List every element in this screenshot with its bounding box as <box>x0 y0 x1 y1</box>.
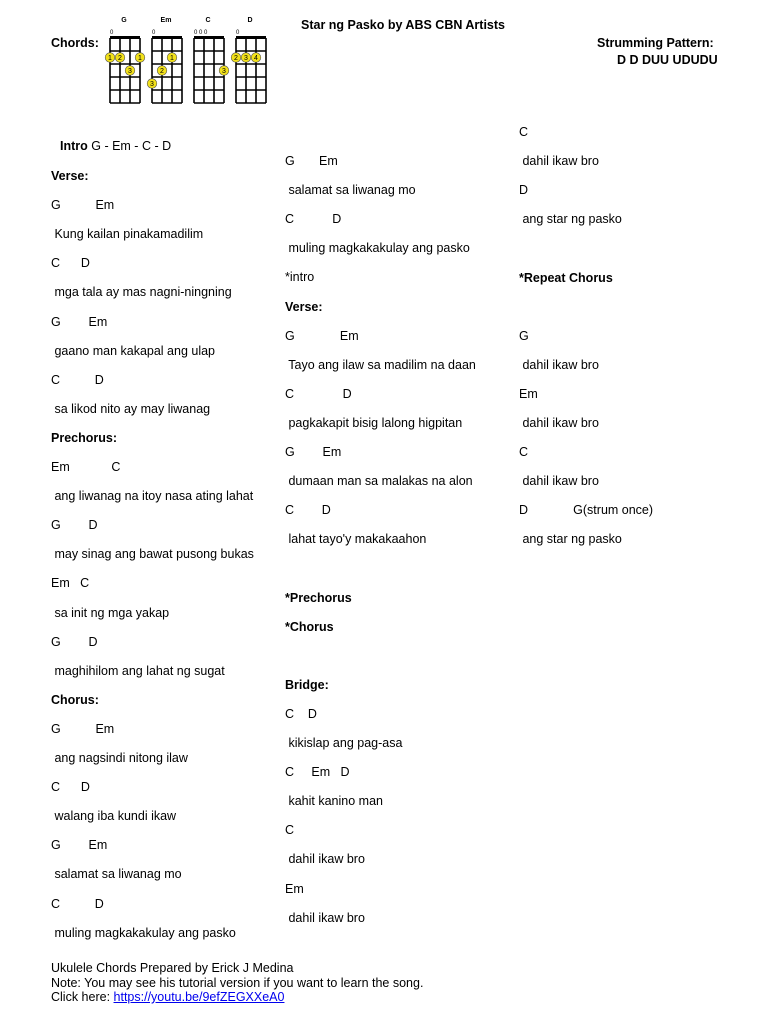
fretboard <box>151 18 183 104</box>
chords-label: Chords: <box>51 36 99 50</box>
chord-line: G <box>519 328 529 343</box>
lyric-line: sa init ng mga yakap <box>51 605 170 620</box>
nut <box>110 36 140 39</box>
footer-credit: Ukulele Chords Prepared by Erick J Medina <box>51 961 294 975</box>
chord-line: C D <box>51 780 90 795</box>
chord-line: C <box>519 445 529 460</box>
finger-number: 2 <box>118 55 122 62</box>
open-string-marker: 0 <box>152 30 156 36</box>
chord-line: G Em <box>285 154 338 168</box>
lyric-line: dahil ikaw bro <box>519 474 599 489</box>
finger-number: 2 <box>160 68 164 75</box>
finger-number: 1 <box>170 55 174 62</box>
chord-line: G Em <box>51 721 115 736</box>
lyric-line: salamat sa liwanag mo <box>51 867 182 882</box>
chord-line: G D <box>51 634 98 649</box>
lyric-line: dahil ikaw bro <box>519 357 599 372</box>
lyric-line: ang liwanag na itoy nasa ating lahat <box>51 489 254 504</box>
section-heading: Chorus: <box>51 692 99 707</box>
finger-number: 1 <box>108 55 112 62</box>
nut <box>152 36 182 39</box>
lyric-line: ang star ng pasko <box>519 532 622 547</box>
open-string-marker: 0 <box>236 30 240 36</box>
chord-line: C <box>285 823 295 838</box>
fretboard <box>193 18 225 104</box>
finger-number: 3 <box>128 68 132 75</box>
lyric-line: may sinag ang bawat pusong bukas <box>51 547 254 562</box>
footer-link-prefix: Click here: <box>51 990 114 1004</box>
finger-number: 1 <box>138 55 142 62</box>
lyric-line: dahil ikaw bro <box>285 852 365 867</box>
lyric-line: kikislap ang pag-asa <box>285 736 403 750</box>
chord-name: Em <box>160 17 172 24</box>
section-heading: *Repeat Chorus <box>519 270 613 285</box>
open-string-marker: 0 <box>110 30 114 36</box>
chord-line: Em C <box>51 460 121 474</box>
lyric-line: gaano man kakapal ang ulap <box>51 343 216 358</box>
lyric-line: dahil ikaw bro <box>519 416 599 430</box>
song-title: Star ng Pasko by ABS CBN Artists <box>301 18 505 32</box>
finger-number: 2 <box>234 55 238 62</box>
chord-name: D <box>247 17 253 24</box>
lyric-line: D G(strum once) <box>519 503 654 518</box>
chord-line: *intro <box>285 270 315 285</box>
finger-number: 4 <box>254 55 258 62</box>
footer-note: Note: You may see his tutorial version if you want to learn the song. <box>51 975 424 990</box>
nut <box>236 36 266 39</box>
lyric-line: muling magkakakulay ang pasko <box>285 241 470 256</box>
lyric-line: walang iba kundi ikaw <box>51 809 177 824</box>
chord-line: D <box>519 183 529 198</box>
chord-name: C <box>205 17 211 24</box>
chord-line: C Em D <box>285 765 350 780</box>
strumming-pattern: D D DUU UDUDU <box>617 53 718 67</box>
chord-line: C D <box>285 503 331 518</box>
chord-name: G <box>121 17 127 24</box>
section-heading: Prechorus: <box>51 430 117 445</box>
chord-line: C <box>519 125 529 139</box>
chord-line: G Em <box>285 328 359 343</box>
lyric-line: Tayo ang ilaw sa madilim na daan <box>285 357 476 372</box>
section-heading: Bridge: <box>285 677 329 692</box>
fretboard <box>109 18 141 104</box>
chord-line: C D <box>285 706 317 721</box>
chord-line: Em <box>285 881 304 896</box>
intro-line <box>60 139 171 153</box>
tutorial-link[interactable]: https://youtu.be/9efZEGXXeA0 <box>113 990 285 1004</box>
chord-line: G Em <box>51 838 108 853</box>
lyric-line: muling magkakakulay ang pasko <box>51 925 236 940</box>
lyric-line: kahit kanino man <box>285 794 383 809</box>
chord-diagram-em <box>151 18 183 104</box>
footer <box>51 961 423 1005</box>
section-heading: *Chorus <box>285 619 334 634</box>
chord-line: C D <box>51 256 90 271</box>
chord-line: Em <box>519 386 538 401</box>
section-heading: *Prechorus <box>285 590 352 605</box>
nut <box>194 36 224 39</box>
strumming-label: Strumming Pattern: <box>597 36 714 50</box>
chord-line: C D <box>285 212 342 227</box>
finger-number: 3 <box>222 68 226 75</box>
chord-line: G Em <box>51 198 115 213</box>
lyric-line: maghihilom ang lahat ng sugat <box>51 663 225 678</box>
chord-diagram-g <box>109 18 141 104</box>
lyric-line: dumaan man sa malakas na alon <box>285 474 473 489</box>
lyric-line: mga tala ay mas nagni-ningning <box>51 285 232 300</box>
lyric-line: lahat tayo'y makakaahon <box>285 532 427 547</box>
lyric-line: dahil ikaw bro <box>519 154 599 169</box>
chord-line: G D <box>51 518 98 533</box>
fretboard <box>235 18 267 104</box>
section-heading: Verse: <box>51 169 89 183</box>
chord-line: C D <box>51 372 104 387</box>
chord-line: Em C <box>51 576 90 591</box>
chord-line: G Em <box>285 445 342 459</box>
chord-line: G Em <box>51 314 108 329</box>
lyric-line: ang nagsindi nitong ilaw <box>51 751 188 765</box>
section-heading: Verse: <box>285 299 323 314</box>
lyric-line: dahil ikaw bro <box>285 910 365 925</box>
chord-line: C D <box>285 386 352 401</box>
footer-link-line <box>51 990 423 1005</box>
intro-chords: G - Em - C - D <box>87 139 172 153</box>
lyric-line: Kung kailan pinakamadilim <box>51 227 204 242</box>
chord-diagram-c <box>193 18 225 104</box>
lyric-line: pagkakapit bisig lalong higpitan <box>285 415 463 430</box>
lyric-line: ang star ng pasko <box>519 212 622 227</box>
intro-label: Intro <box>60 139 88 153</box>
open-string-marker: 0 0 0 <box>194 30 208 36</box>
chord-line: C D <box>51 896 104 911</box>
chord-diagram-d <box>235 18 267 104</box>
lyric-line: sa likod nito ay may liwanag <box>51 401 211 416</box>
lyric-line: salamat sa liwanag mo <box>285 183 416 198</box>
finger-number: 3 <box>244 55 248 62</box>
finger-number: 3 <box>150 81 154 88</box>
